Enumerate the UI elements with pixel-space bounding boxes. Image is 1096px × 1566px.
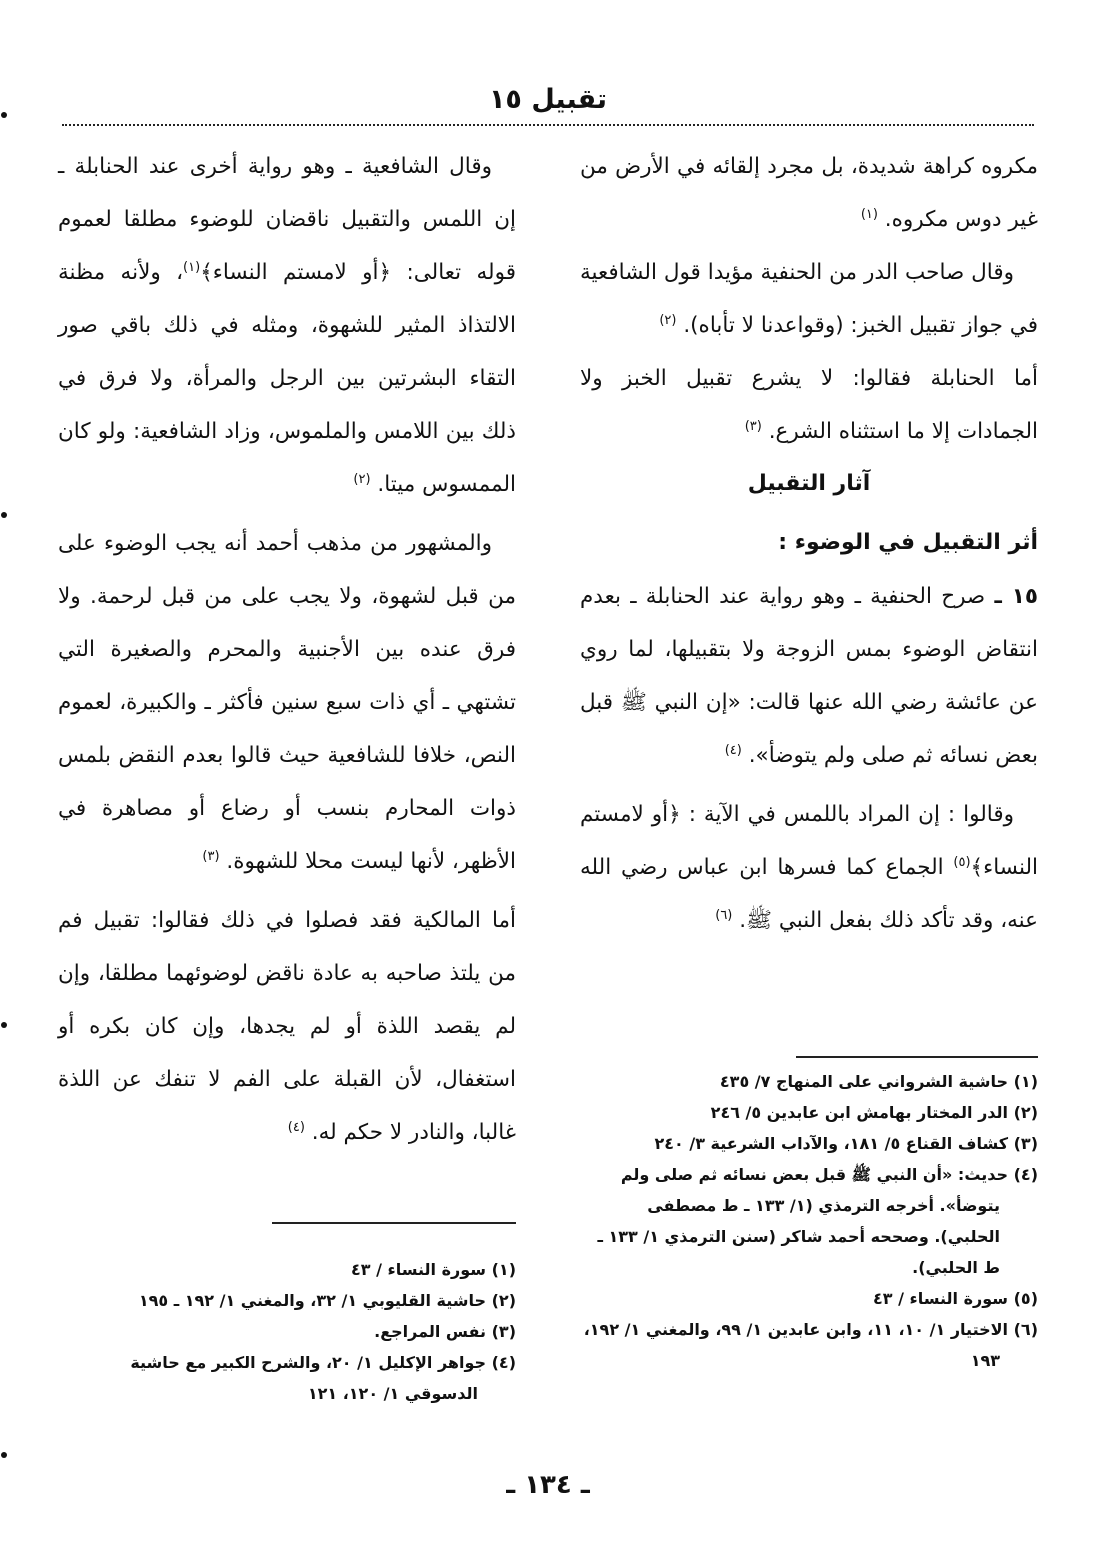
footnote: (٣) نفس المراجع.	[374, 1322, 516, 1341]
footnote: (٤) حديث: «أن النبي ﷺ قبل بعض نسائه ثم صلى ولم يتوضأ». أخرجه الترمذي (١/ ١٣٣ ـ ط مصطفى الحلبي). وصححه أحمد شاكر (سنن الترمذي ١/ ١٣٣ ـ ط الحلبي).	[597, 1165, 1038, 1277]
page-header-title: تقبيل ١٥	[488, 84, 608, 115]
left-paragraph-1: وقال الشافعية ـ وهو رواية أخرى عند الحنابلة ـ إن اللمس والتقبيل ناقضان للوضوء مطلقا لعموم قوله تعالى: ﴿أو لامستم النساء﴾$^{(١)}$، ولأنه مظنة الالتذاذ المثير للشهوة، ومثله في ذلك باقي صور التقاء البشرتين بين الرجل والمرأة، ولا فرق في ذلك بين اللامس والملموس، وزاد الشافعية: ولو كان الممسوس ميتا. $^{(٢)}$	[58, 154, 516, 497]
footnote: (١) سورة النساء / ٤٣	[351, 1260, 516, 1279]
page-number: ـ ١٣٤ ـ	[506, 1470, 590, 1500]
footnote-divider-right	[796, 1056, 1038, 1058]
quran-quote: ﴿أو لامستم النساء﴾	[580, 802, 1038, 880]
footnote: (٥) سورة النساء / ٤٣	[873, 1289, 1038, 1308]
scan-mark	[1, 1022, 7, 1028]
footnote: (١) حاشية الشرواني على المنهاج ٧/ ٤٣٥	[719, 1072, 1038, 1091]
footnote-ref: (٦)	[715, 907, 733, 923]
right-paragraph-5: وقالوا : إن المراد باللمس في الآية : ﴿أو لامستم النساء﴾$^{(٥)}$ الجماع كما فسرها ابن عباس رضي الله عنه، وقد تأكد ذلك بفعل النبي ﷺ. $^{(٦)}$	[580, 802, 1038, 933]
right-paragraph-2: وقال صاحب الدر من الحنفية مؤيدا قول الشافعية في جواز تقبيل الخبز: (وقواعدنا لا تأباه). $^{(٢)}$	[580, 260, 1038, 338]
right-paragraph-1: مكروه كراهة شديدة، بل مجرد إلقائه في الأرض من غير دوس مكروه. $^{(١)}$	[580, 154, 1038, 232]
footnote: (٣) كشاف القناع ٥/ ١٨١، والآداب الشرعية ٣/ ٢٤٠	[654, 1134, 1038, 1153]
sub-section-title: أثر التقبيل في الوضوء :	[778, 530, 1038, 555]
scan-mark	[1, 1452, 7, 1458]
scan-mark	[1, 512, 7, 518]
footnote-ref: (٤)	[724, 742, 742, 758]
footnote-ref: (٤)	[287, 1119, 305, 1135]
right-column	[580, 140, 1038, 947]
footnote-ref: (١)	[183, 259, 201, 275]
footnote: (٦) الاختيار ١/ ١٠، ١١، وابن عابدين ١/ ٩٩، والمغني ١/ ١٩٢، ١٩٣	[583, 1320, 1038, 1370]
footnote-ref: (٥)	[953, 854, 971, 870]
footnote-ref: (٣)	[744, 418, 762, 434]
footnote-divider-left	[272, 1222, 516, 1224]
right-paragraph-4: ١٥ ـ صرح الحنفية ـ وهو رواية عند الحنابلة ـ بعدم انتقاض الوضوء بمس الزوجة ولا بتقبيلها، لما روي عن عائشة رضي الله عنها قالت: «إن النبي ﷺ قبل بعض نسائه ثم صلى ولم يتوضأ». $^{(٤)}$	[580, 584, 1038, 768]
right-paragraph-3: أما الحنابلة فقالوا: لا يشرع تقبيل الخبز ولا الجمادات إلا ما استثناه الشرع. $^{(٣)}$	[580, 366, 1038, 444]
footnote: (٢) حاشية القليوبي ١/ ٣٢، والمغني ١/ ١٩٢ ـ ١٩٥	[138, 1291, 516, 1310]
header-dotted-rule	[62, 124, 1034, 126]
paragraph-number: ١٥ ـ	[994, 584, 1038, 609]
footnotes-left	[58, 1254, 516, 1409]
quran-quote: ﴿أو لامستم النساء﴾	[200, 260, 392, 285]
footnote-ref: (٢)	[659, 312, 677, 328]
footnote: (٢) الدر المختار بهامش ابن عابدين ٥/ ٢٤٦	[710, 1103, 1038, 1122]
section-title: آثار التقبيل	[747, 471, 871, 496]
footnote-ref: (٢)	[353, 471, 371, 487]
scan-mark	[1, 112, 7, 118]
left-column	[58, 140, 516, 1159]
footnotes-right	[580, 1066, 1038, 1376]
footnote-ref: (١)	[860, 206, 878, 222]
footnote-ref: (٣)	[202, 848, 220, 864]
left-paragraph-3: أما المالكية فقد فصلوا في ذلك فقالوا: تقبيل فم من يلتذ صاحبه به عادة ناقض لوضوئهما مطلقا، وإن لم يقصد اللذة أو لم يجدها، وإن كان بكره أو استغفال، لأن القبلة على الفم لا تنفك عن اللذة غالبا، والنادر لا حكم له. $^{(٤)}$	[58, 908, 516, 1145]
left-paragraph-2: والمشهور من مذهب أحمد أنه يجب الوضوء على من قبل لشهوة، ولا يجب على من قبل لرحمة. ولا فرق عنده بين الأجنبية والمحرم والصغيرة التي تشتهي ـ أي ذات سبع سنين فأكثر ـ والكبيرة، لعموم النص، خلافا للشافعية حيث قالوا بعدم النقض بلمس ذوات المحارم بنسب أو رضاع أو مصاهرة في الأظهر، لأنها ليست محلا للشهوة. $^{(٣)}$	[58, 531, 516, 874]
footnote: (٤) جواهر الإكليل ١/ ٢٠، والشرح الكبير مع حاشية الدسوقي ١/ ١٢٠، ١٢١	[130, 1353, 516, 1403]
